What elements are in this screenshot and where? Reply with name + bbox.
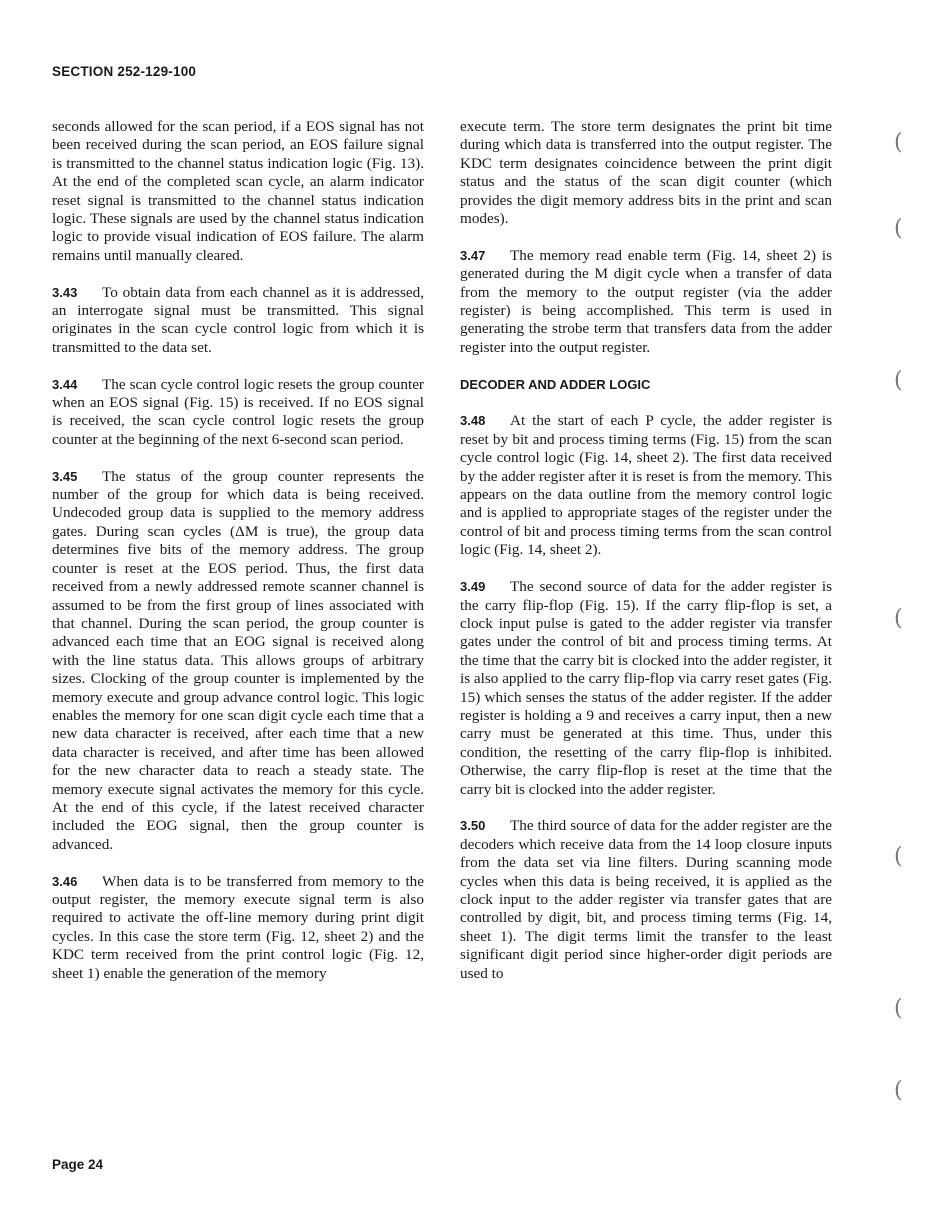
paragraph-number: 3.49	[460, 579, 486, 595]
paragraph-text: The scan cycle control logic resets the group counter when an EOS signal (Fig. 15) is received. If no EOS signal is received, the scan cycle control logic resets the group counter at the beginning of the next 6-second scan period.	[52, 375, 424, 448]
paragraph-continued: execute term. The store term designates the print bit time during which data is transferred into the output register. The KDC term designates coincidence between the print digit status and the status of the scan digit counter (which provides the digit memory address bits in the print and scan modes).	[460, 118, 832, 228]
paragraph-number: 3.47	[460, 247, 486, 263]
binder-hole-mark: (	[894, 368, 903, 393]
paragraph-text: When data is to be transferred from memory to the output register, the memory execute signal term is also required to activate the off-line memory during print digit cycles. In this case the store term (Fig. 12, sheet 2) and the KDC term received from the print control logic (Fig. 12, sheet 1) enable the generation of the memory	[52, 872, 424, 982]
paragraph-3-45	[52, 468, 424, 855]
paragraph-3-50	[460, 817, 832, 983]
paragraph-3-46	[52, 873, 424, 983]
binder-hole-mark: (	[894, 606, 903, 631]
binder-hole-mark: (	[894, 216, 903, 241]
paragraph-3-44	[52, 376, 424, 450]
paragraph-3-48	[460, 412, 832, 559]
paragraph-number: 3.48	[460, 413, 486, 429]
paragraph-continued: seconds allowed for the scan period, if a EOS signal has not been received during the scan period, an EOS failure signal is transmitted to the channel status indication logic (Fig. 13). At the end of the completed scan cycle, an alarm indicator reset signal is transmitted to the channel status indication logic. These signals are used by the channel status indication logic to provide visual indication of EOS failure. The alarm remains until manually cleared.	[52, 118, 424, 264]
paragraph-3-47	[460, 247, 832, 357]
page-number: Page 24	[52, 1157, 104, 1172]
binder-hole-mark: (	[894, 1078, 903, 1103]
paragraph-number: 3.44	[52, 376, 78, 392]
paragraph-number: 3.43	[52, 284, 78, 300]
section-header: SECTION 252-129-100	[52, 64, 197, 79]
paragraph-text: At the start of each P cycle, the adder register is reset by bit and process timing terms (Fig. 15) from the scan cycle control logic (Fig. 14, sheet 2). The first data received by the adder register after it is reset is from the memory. This appears on the data outline from the memory control logic and is applied to appropriate stages of the register under the control of bit and process timing terms from the scan control logic (Fig. 14, sheet 2).	[460, 412, 832, 559]
section-subheading: DECODER AND ADDER LOGIC	[460, 376, 651, 392]
paragraph-3-43	[52, 284, 424, 358]
paragraph-text: To obtain data from each channel as it is addressed, an interrogate signal must be transmitted. This signal originates in the scan cycle control logic from which it is transmitted to the data set.	[52, 283, 424, 356]
right-column	[460, 118, 832, 1001]
binder-hole-mark: (	[894, 996, 903, 1021]
paragraph-text: The status of the group counter represents the number of the group for which data is being received. Undecoded group data is supplied to the memory address gates. During scan cycles (ΔM is true), the group data determines five bits of the memory address. The group counter is reset at the EOS period. Thus, the first data received from a newly addressed remote scanner channel is assumed to be from the first group of lines associated with that channel. During the scan period, the group counter is advanced each time that an EOG signal is received along with the line status data. This allows groups of arbitrary sizes. Clocking of the group counter is implemented by the memory execute and group advance control logic. This logic enables the memory for one scan digit cycle each time that a new data character is received, after each time that a new data character is received, and after time has been allowed for the new character data to reach a steady state. The memory execute signal activates the memory for this cycle. At the end of this cycle, if the latest received character included the EOG signal, then the group counter is advanced.	[52, 467, 424, 853]
paragraph-number: 3.50	[460, 818, 486, 834]
paragraph-text: The memory read enable term (Fig. 14, sheet 2) is generated during the M digit cycle when a transfer of data from the memory to the output register (via the adder register) is being accomplished. This term is used in generating the strobe term that transfers data from the adder register into the output register.	[460, 246, 832, 356]
paragraph-text: The third source of data for the adder register are the decoders which receive data from the 14 loop closure inputs from the data set via line filters. During scanning mode cycles when this data is being received, it is applied as the clock input to the adder register via transfer gates that are controlled by digit, bit, and process timing terms (Fig. 14, sheet 1). The digit terms limit the transfer to the least significant digit period since higher-order digit periods are used to	[460, 817, 832, 982]
paragraph-3-49	[460, 578, 832, 799]
binder-hole-mark: (	[894, 130, 903, 155]
binder-hole-mark: (	[894, 844, 903, 869]
paragraph-text: The second source of data for the adder register is the carry flip-flop (Fig. 15). If the carry flip-flop is set, a clock input pulse is gated to the adder register via transfer gates under the control of bit and process timing terms. At the time that the carry bit is clocked into the adder register, it is also applied to the carry flip-flop via carry reset gates (Fig. 15) which senses the status of the adder register. If the adder register is holding a 9 and receives a carry input, then a new carry must be generated at this time. Thus, under this condition, the resetting of the carry flip-flop is inhibited. Otherwise, the carry flip-flop is reset at the time that the carry bit is clocked into the adder register.	[460, 578, 832, 798]
paragraph-number: 3.46	[52, 873, 78, 889]
paragraph-number: 3.45	[52, 468, 78, 484]
left-column	[52, 118, 424, 1001]
